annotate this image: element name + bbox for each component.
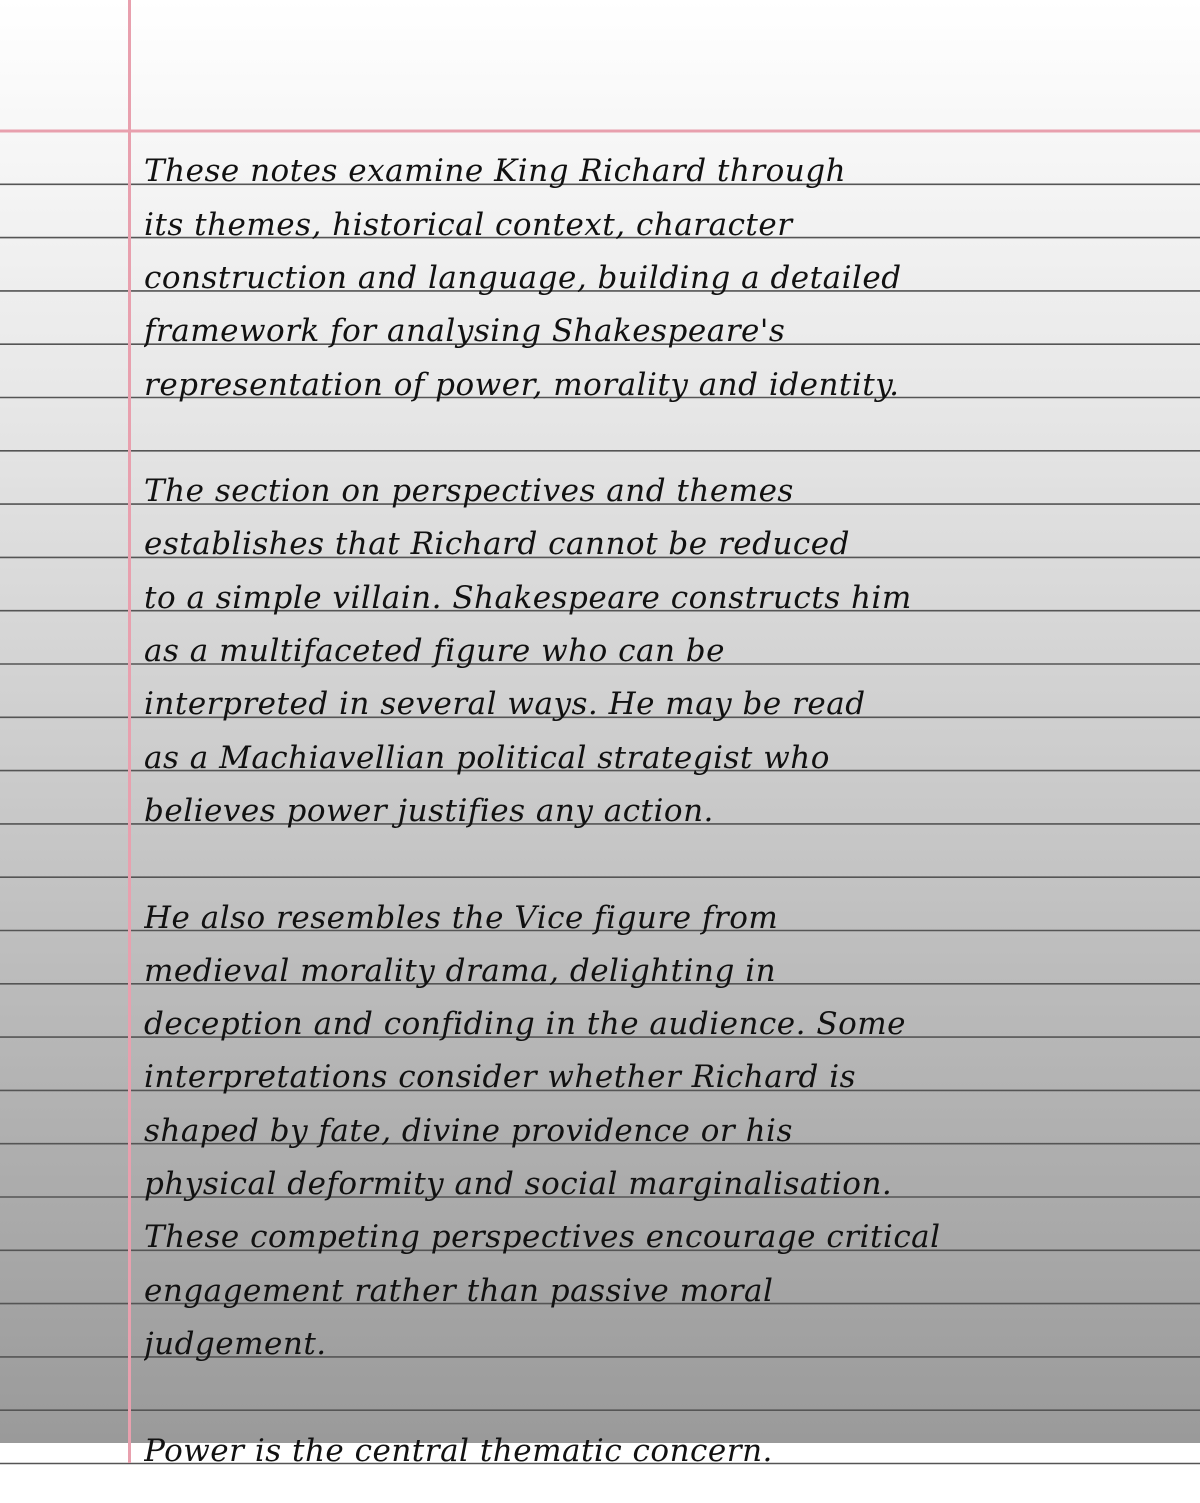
text-line: judgement. <box>144 1325 327 1362</box>
text-line: establishes that Richard cannot be reduced <box>144 526 850 563</box>
text-line: These notes examine King Richard through <box>144 153 847 190</box>
text-line: believes power justifies any action. <box>144 792 714 829</box>
text-line: deception and confiding in the audience. Some <box>144 1006 906 1043</box>
text-line: medieval morality drama, delighting in <box>144 952 777 989</box>
text-line: representation of power, morality and identity. <box>144 366 900 403</box>
text-line: its themes, historical context, character <box>144 206 793 243</box>
text-line: interpreted in several ways. He may be read <box>144 686 866 723</box>
text-line: framework for analysing Shakespeare's <box>144 313 786 350</box>
text-line: to a simple villain. Shakespeare constructs him <box>144 579 912 616</box>
text-line: These competing perspectives encourage critical <box>144 1219 941 1256</box>
text-line: construction and language, building a detailed <box>144 259 902 296</box>
text-line: as a Machiavellian political strategist who <box>144 739 830 776</box>
text-line: interpretations consider whether Richard is <box>144 1059 857 1096</box>
text-line: Power is the central thematic concern. <box>144 1432 773 1469</box>
text-line: shaped by fate, divine providence or his <box>144 1112 793 1149</box>
text-line: The section on perspectives and themes <box>144 473 794 510</box>
text-line: physical deformity and social marginalisation. <box>144 1166 893 1202</box>
text-line: engagement rather than passive moral <box>144 1272 774 1309</box>
text-line: as a multifaceted figure who can be <box>144 633 725 669</box>
text-line: He also resembles the Vice figure from <box>144 899 779 936</box>
